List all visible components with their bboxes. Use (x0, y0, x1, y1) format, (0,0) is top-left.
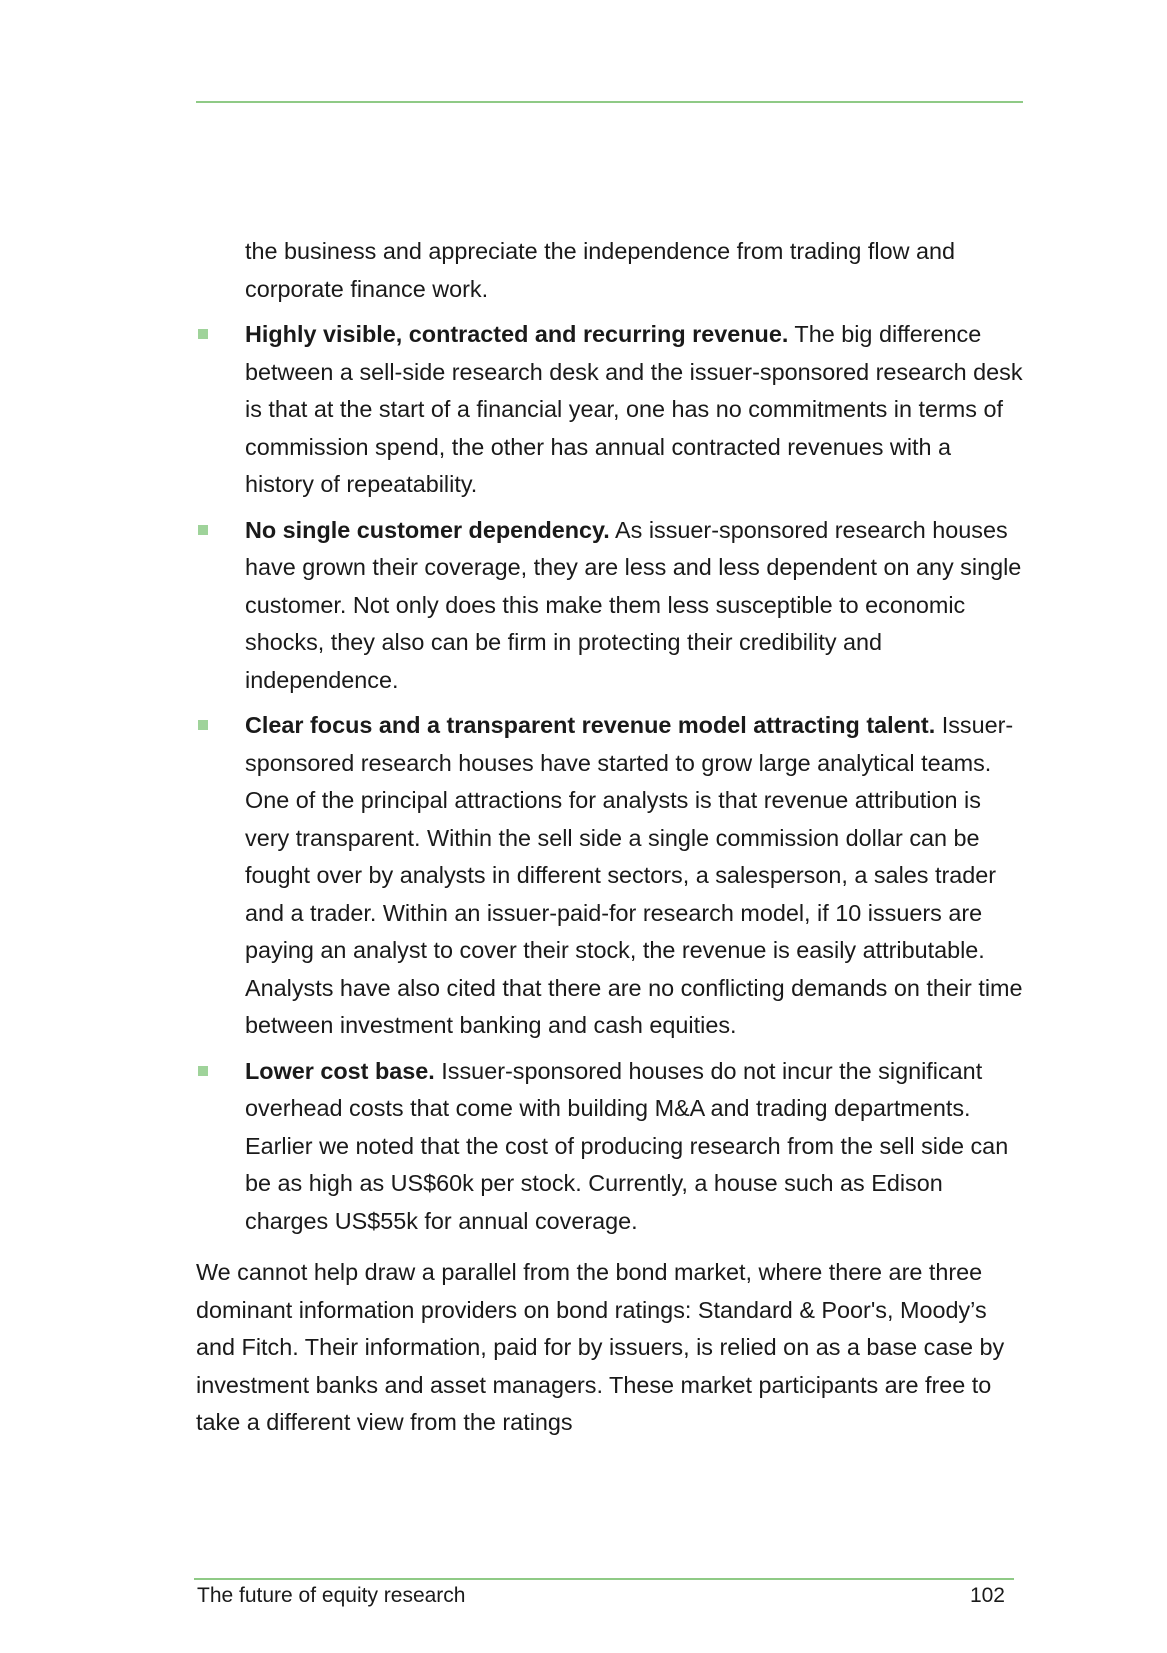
page-number: 102 (969, 1584, 1005, 1607)
closing-paragraph: We cannot help draw a parallel from the bond market, where there are three dominant information providers on bond ratings: Standard & Poor's, Moody’s and Fitch. Their information, paid for by issuers, is relied on as a base case by investment banks and asset managers. These market participants are free to take a different view from the ratings (196, 1259, 1005, 1435)
bullet-item-cost-base (196, 1053, 1023, 1241)
bullet-body: Issuer-sponsored research houses have started to grow large analytical teams. One of the principal attractions for analysts is that revenue attribution is very transparent. Within the sell side a single commission dollar can be fought over by analysts in different sectors, a salesperson, a sales trader and a trader. Within an issuer-paid-for research model, if 10 issuers are paying an analyst to cover their stock, the revenue is easily attributable. Analysts have also cited that there are no conflicting demands on their time between investment banking and cash equities. (245, 712, 1023, 1038)
bullet-lead: No single customer dependency. (245, 516, 610, 543)
footer-rule (194, 1578, 1014, 1580)
bullet-body: The big difference between a sell-side research desk and the issuer-sponsored research desk is that at the start of a financial year, one has no commitments in terms of commission spend, the other has annual contracted revenues with a history of repeatability. (245, 321, 1023, 497)
bullet-body: As issuer-sponsored research houses have grown their coverage, they are less and less dependent on any single customer. Not only does this make them less susceptible to economic shocks, they also can be firm in protecting their credibility and independence. (245, 516, 1022, 693)
bullet-body: Issuer-sponsored houses do not incur the significant overhead costs that come with building M&A and trading departments. Earlier we noted that the cost of producing research from the sell side can be as high as US$60k per stock. Currently, a house such as Edison charges US$55k for annual coverage. (245, 1057, 1009, 1234)
bullet-lead: Highly visible, contracted and recurring revenue. (245, 321, 789, 347)
bullet-item-customer-dependency (196, 512, 1023, 700)
bullet-lead: Lower cost base. (245, 1057, 435, 1084)
page-footer (197, 1581, 1005, 1611)
page-body (196, 233, 1023, 1442)
square-bullet-icon (198, 329, 208, 339)
continuation-paragraph: the business and appreciate the independence from trading flow and corporate finance work. (245, 238, 955, 302)
square-bullet-icon (198, 1066, 208, 1076)
bullet-item-revenue (196, 316, 1023, 504)
bullet-item-talent (196, 707, 1023, 1045)
bullet-list (196, 316, 1023, 1240)
square-bullet-icon (198, 720, 208, 730)
footer-title: The future of equity research (197, 1584, 466, 1607)
bullet-lead: Clear focus and a transparent revenue model attracting talent. (245, 712, 936, 738)
header-rule (196, 101, 1023, 103)
square-bullet-icon (198, 525, 208, 535)
